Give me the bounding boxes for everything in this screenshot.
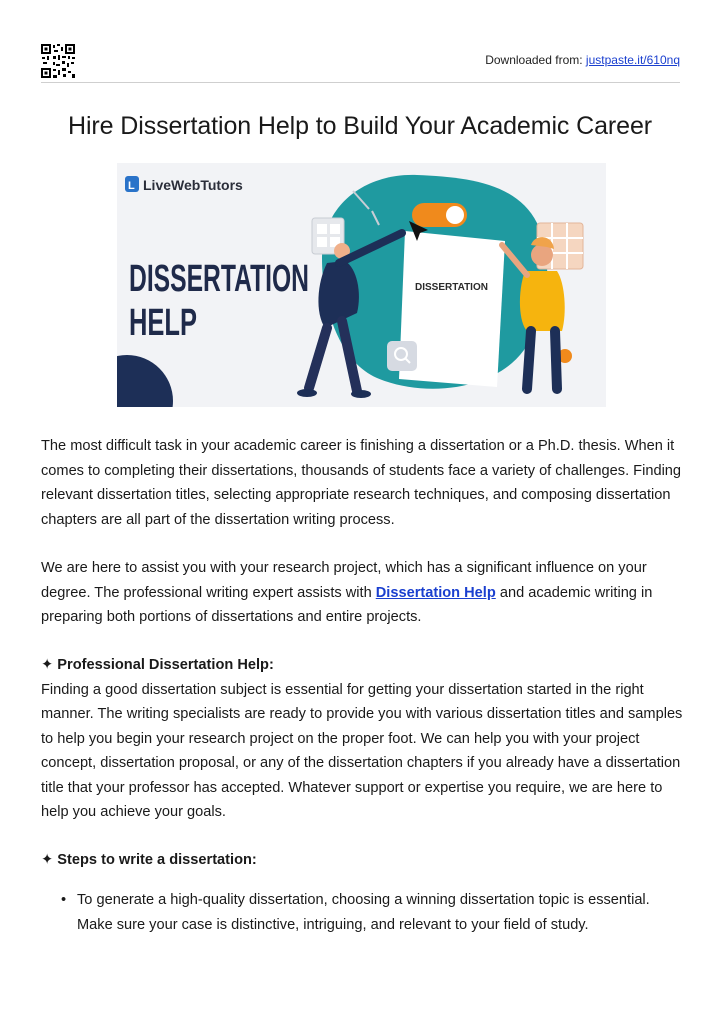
section-heading-steps: ✦ Steps to write a dissertation: [41,852,257,868]
brand-name: LiveWebTutors [143,177,243,193]
downloaded-prefix: Downloaded from: [485,53,583,67]
hero-image [117,163,606,407]
page-title: Hire Dissertation Help to Build Your Academic Career [68,112,652,140]
section-professional-help [41,653,686,825]
brand-logo [125,176,243,193]
paper-label: DISSERTATION [415,282,488,293]
qr-code-icon [41,44,75,78]
paragraph-professional: Finding a good dissertation subject is essential for getting your dissertation started in the right manner. The writing specialists are ready to provide you with various dissertation titles and samples to help you begin your research project on the proper foot. We can help you with your project concept, dissertation proposal, or any of the dissertation chapters if you already have a dissertation title that your professor has accepted. Whatever support or expertise you require, we are here to help you achieve your goals. [41,681,683,820]
list-item [41,888,686,937]
list-item-text: To generate a high-quality dissertation, choosing a winning dissertation topic is essential. Make sure your case is distinctive, intriguing, and relevant to your field of study. [77,892,650,933]
source-link[interactable]: justpaste.it/610nq [585,53,680,67]
download-source [485,53,680,67]
dissertation-help-link[interactable]: Dissertation Help [375,584,496,601]
section-heading-professional: ✦ Professional Dissertation Help: [41,657,274,673]
paragraph-assist-after: and academic writing in preparing both portions of dissertations and entire projects. [41,584,653,625]
hero-headline-line1: DISSERTATION [129,258,309,300]
page-header [41,44,680,84]
paragraph-assist-before: We are here to assist you with your research project, which has a significant influence on your degree. The professional writing expert assists with [41,560,647,601]
paragraph-assist [41,556,686,630]
section-steps [41,848,686,873]
bullet-dot: • [61,892,67,908]
steps-list [41,888,686,937]
header-divider [41,82,680,83]
paragraph-intro: The most difficult task in your academic career is finishing a dissertation or a Ph.D. thesis. When it comes to completing their dissertations, thousands of students face a variety of challenges. Finding relevant dissertation titles, selecting appropriate research techniques, and composing dissertation chapters are all part of the dissertation writing process. [41,438,682,528]
svg-text:L: L [128,180,135,192]
hero-headline-line2: HELP [129,302,197,344]
